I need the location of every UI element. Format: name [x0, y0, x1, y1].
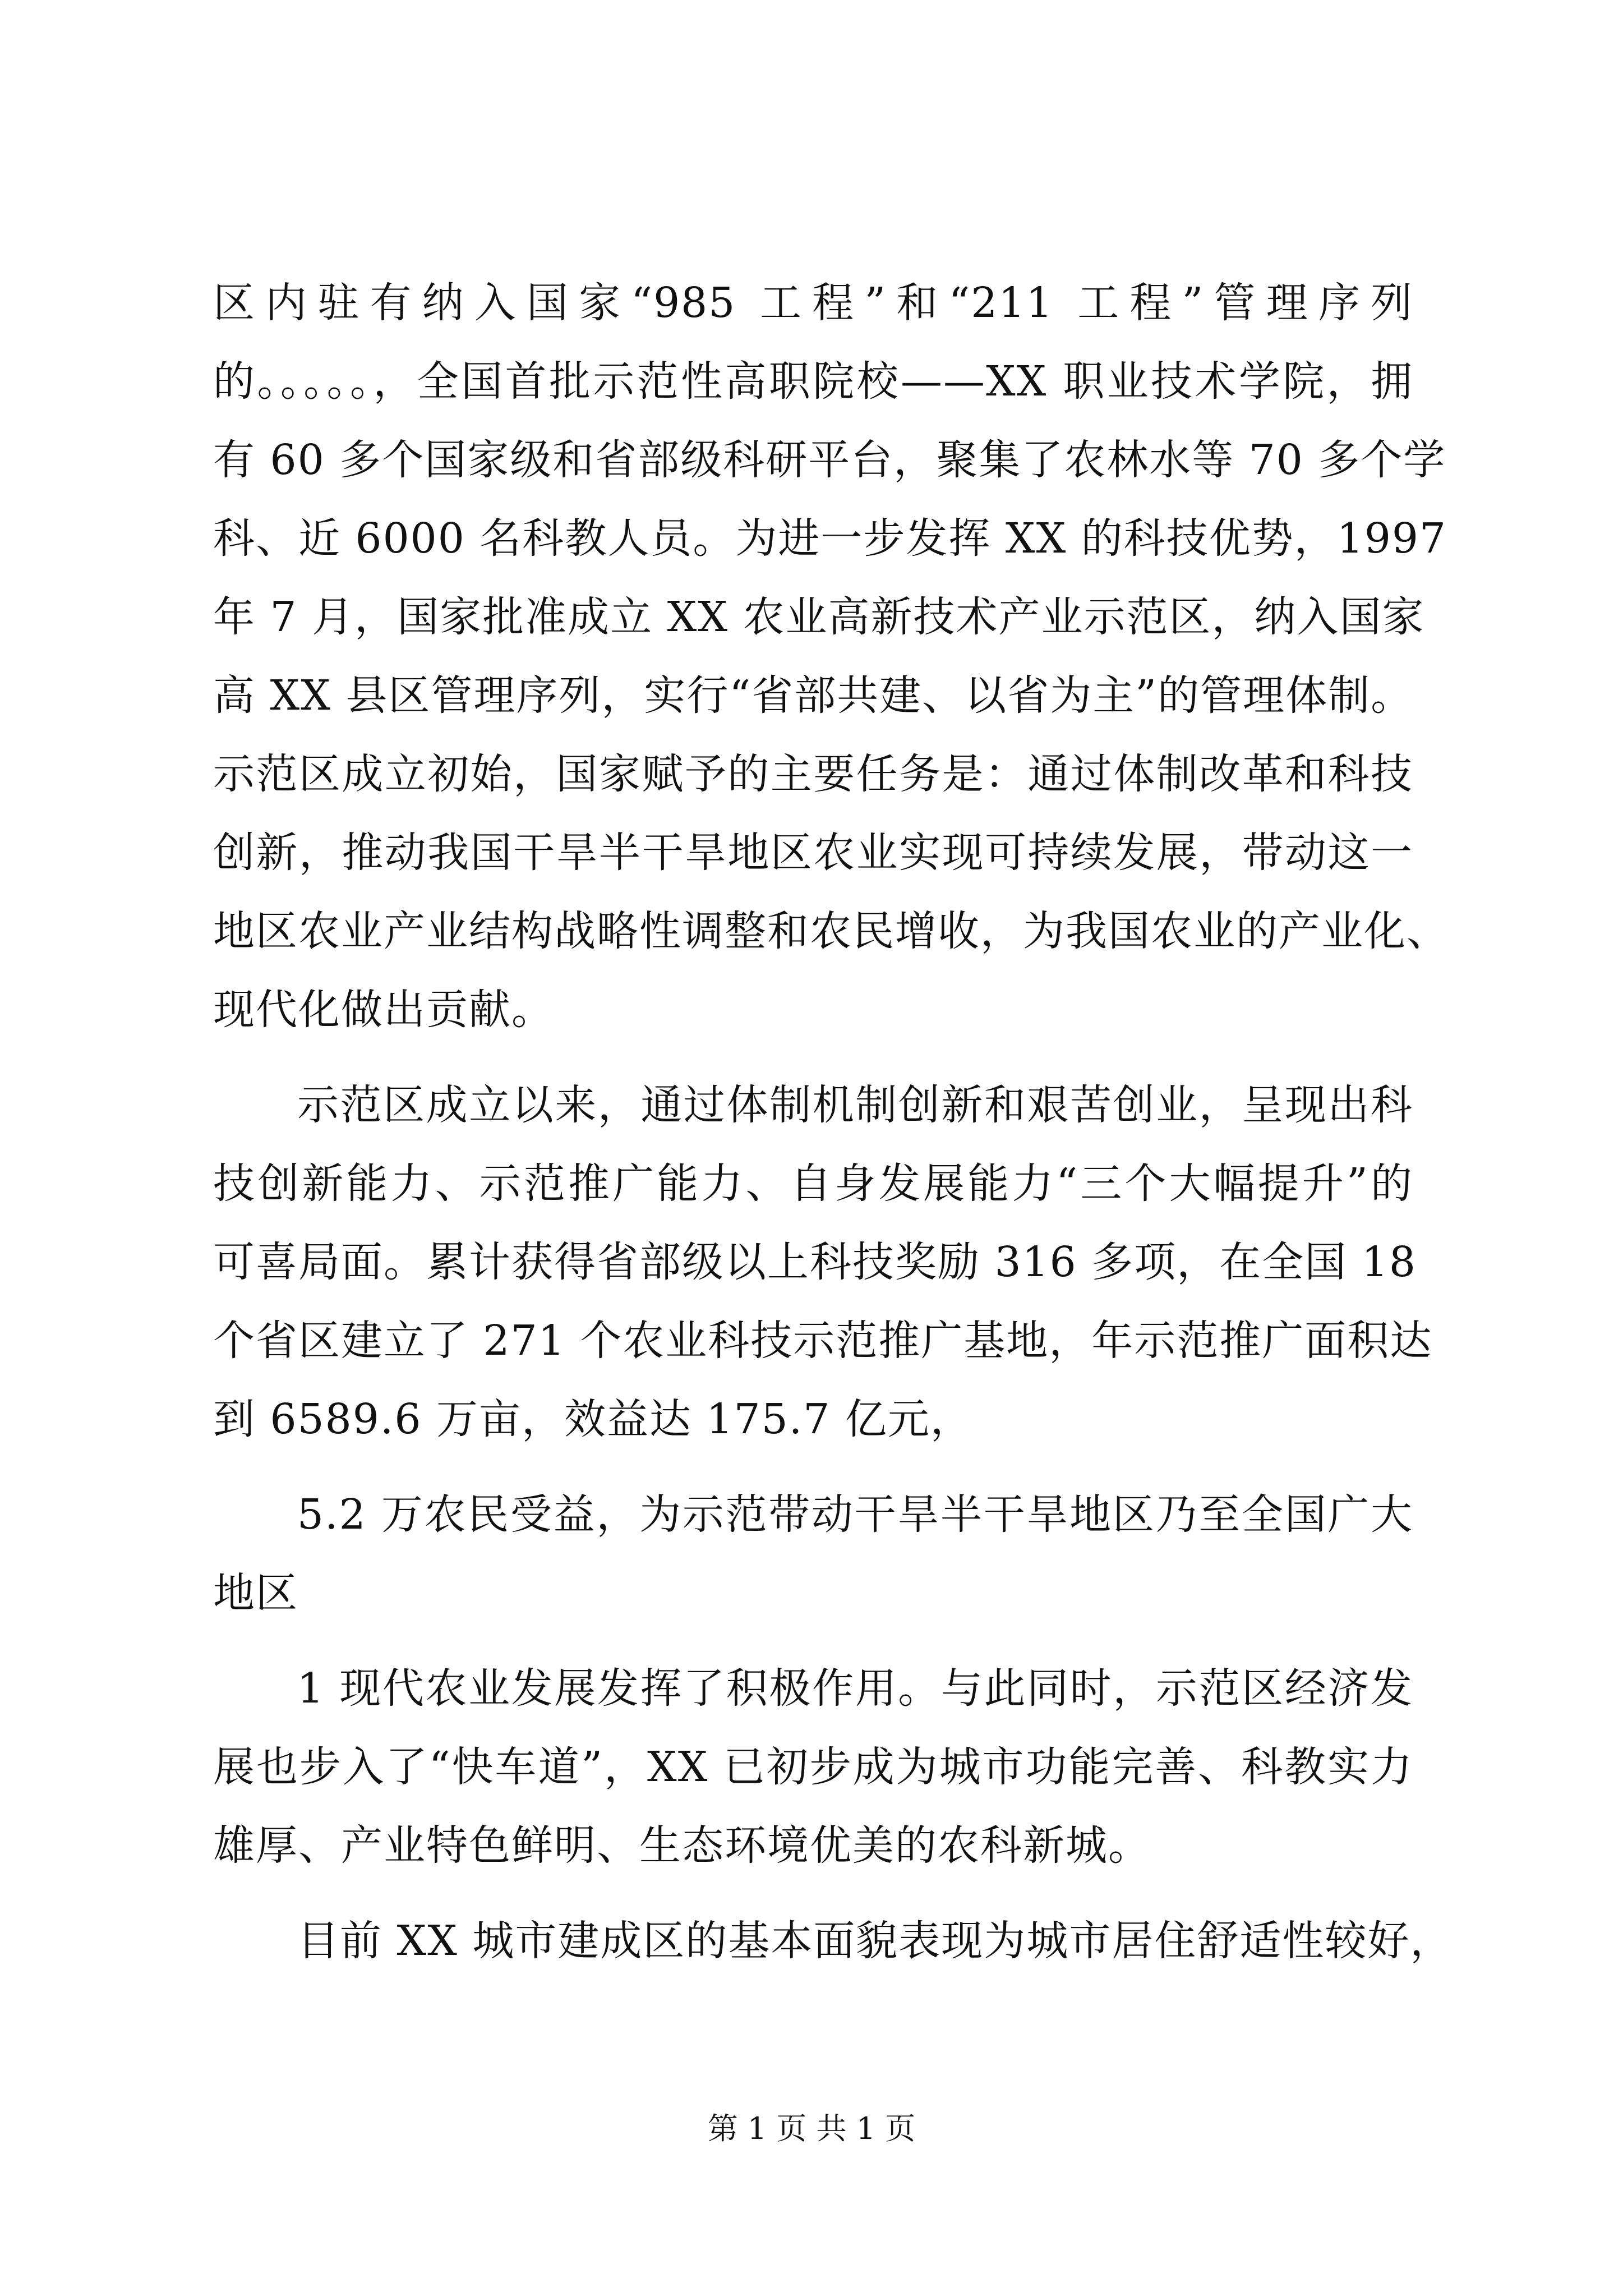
paragraph-spacing: [213, 1458, 1413, 1475]
text-line: 个省区建立了 271 个农业科技示范推广基地，年示范推广面积达: [213, 1317, 1433, 1365]
text-line: 高 XX 县区管理序列，实行“省部共建、以省为主”的管理体制。: [213, 671, 1414, 720]
paragraph-1: [213, 264, 1449, 1049]
text-line: 区内驻有纳入国家“985 工程”和“211 工程”管理序列: [213, 279, 1413, 327]
text-line: 现代化做出贡献。: [213, 986, 554, 1034]
page-footer: 第 1 页 共 1 页: [707, 2111, 916, 2146]
text-line: 目前 XX 城市建成区的基本面貌表现为城市居住舒适性较好，: [297, 1917, 1453, 1965]
text-line: 有 60 多个国家级和省部级科研平台，聚集了农林水等 70 多个学: [213, 436, 1446, 484]
document-body: [213, 264, 1453, 1980]
text-line: 年 7 月，国家批准成立 XX 农业高新技术产业示范区，纳入国家: [213, 593, 1425, 641]
text-line: 可喜局面。累计获得省部级以上科技奖励 316 多项，在全国 18: [213, 1238, 1417, 1286]
text-line: 1 现代农业发展发挥了积极作用。与此同时，示范区经济发: [297, 1664, 1413, 1713]
text-line: 到 6589.6 万亩，效益达 175.7 亿元，: [213, 1395, 973, 1443]
paragraph-spacing: [213, 1632, 1413, 1649]
text-line: 展也步入了“快车道”，XX 已初步成为城市功能完善、科教实力: [213, 1743, 1413, 1791]
text-line: 地区农业产业结构战略性调整和农民增收，为我国农业的产业化、: [213, 907, 1449, 955]
paragraph-2: [213, 1066, 1433, 1458]
text-line: 创新，推动我国干旱半干旱地区农业实现可持续发展，带动这一: [213, 829, 1413, 877]
text-line: 示范区成立初始，国家赋予的主要任务是：通过体制改革和科技: [213, 750, 1413, 798]
text-line: 雄厚、产业特色鲜明、生态环境优美的农科新城。: [213, 1821, 1151, 1870]
text-line: 5.2 万农民受益，为示范带动干旱半干旱地区乃至全国广大: [297, 1490, 1413, 1539]
text-line: 地区: [213, 1569, 298, 1617]
text-line: 示范区成立以来，通过体制机制创新和艰苦创业，呈现出科: [297, 1081, 1413, 1129]
paragraph-5: [213, 1902, 1453, 1980]
text-line: 技创新能力、示范推广能力、自身发展能力“三个大幅提升”的: [213, 1159, 1413, 1208]
text-line: 的。。。。。，全国首批示范性高职院校——XX 职业技术学院，拥: [213, 357, 1413, 406]
text-line: 科、近 6000 名科教人员。为进一步发挥 XX 的科技优势，1997: [213, 514, 1447, 563]
paragraph-spacing: [213, 1885, 1413, 1902]
paragraph-spacing: [213, 1049, 1413, 1066]
paragraph-4: [213, 1649, 1413, 1885]
paragraph-3: [213, 1475, 1413, 1632]
